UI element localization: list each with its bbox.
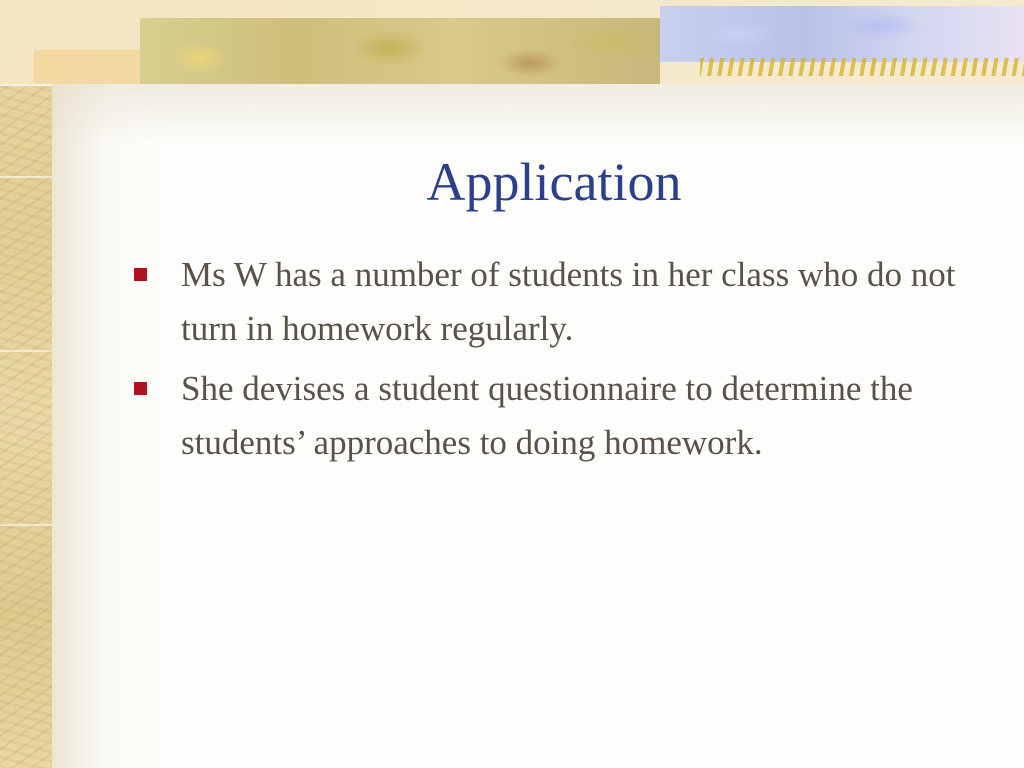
- bullet-list: [130, 248, 990, 476]
- left-decorative-strip: [0, 0, 52, 768]
- bullet-item: [130, 248, 990, 356]
- banner-blue-image: [660, 6, 1024, 62]
- square-bullet-icon: [134, 268, 147, 281]
- banner-cream-bar: [34, 50, 154, 84]
- top-shadow-fade: [52, 84, 1024, 144]
- strip-seam: [0, 350, 52, 352]
- strip-seam: [0, 524, 52, 526]
- top-decorative-banner: [0, 0, 1024, 84]
- slide-title: Application: [426, 152, 682, 212]
- bullet-text: She devises a student questionnaire to determine the students’ approaches to doing homework.: [181, 369, 913, 462]
- square-bullet-icon: [134, 382, 147, 395]
- bullet-item: [130, 362, 990, 470]
- banner-gold-streak: [700, 58, 1024, 76]
- bullet-text: Ms W has a number of students in her class who do not turn in homework regularly.: [181, 255, 956, 348]
- banner-leaves-image: [140, 18, 660, 84]
